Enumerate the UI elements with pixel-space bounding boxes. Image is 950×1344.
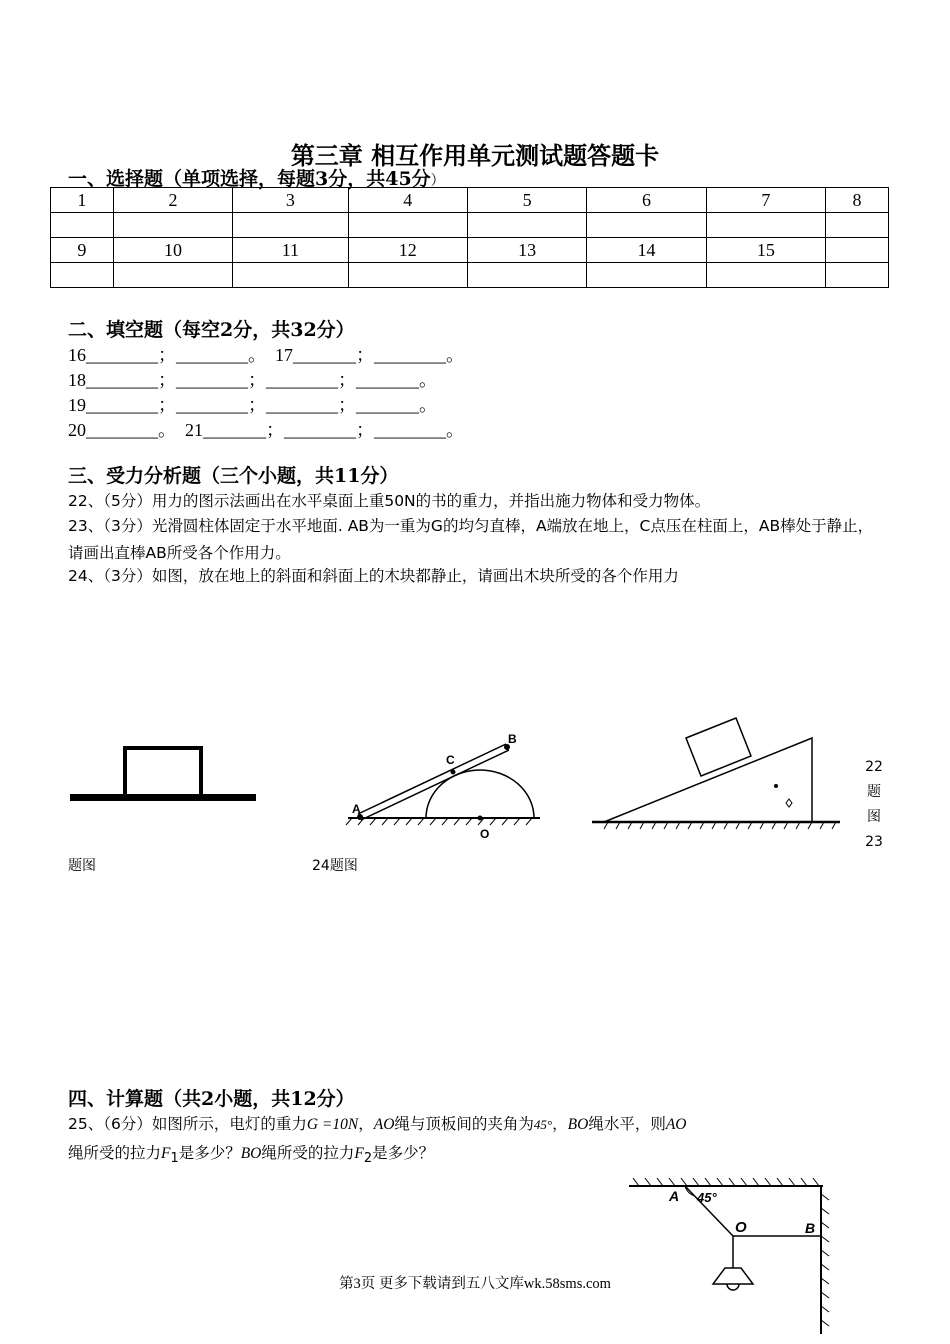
answer-cell[interactable] <box>113 263 232 288</box>
grid-number: 5 <box>467 188 586 213</box>
answer-cell[interactable] <box>233 263 348 288</box>
grid-number: 4 <box>348 188 467 213</box>
label-c: C <box>446 753 455 767</box>
label-a: A <box>669 1188 680 1204</box>
grid-number: 6 <box>587 188 706 213</box>
q25-f2: F <box>354 1145 364 1162</box>
cylinder-center-dot <box>478 816 483 821</box>
label-b: B <box>805 1220 816 1236</box>
page-footer: 第3页 更多下载请到五八文库wk.58sms.com <box>339 1276 611 1292</box>
q25-angle: 45° <box>533 1117 553 1132</box>
q25-text: ， <box>552 1115 568 1133</box>
caption-right-line: 23 <box>865 834 883 850</box>
fill-line-16-17[interactable]: 16________；________。 17_______；________。 <box>68 345 464 365</box>
section4-heading: 四、计算题（共2小题，共12分） <box>68 1088 355 1110</box>
book-on-table-figure <box>68 740 260 810</box>
grid-number: 10 <box>113 238 232 263</box>
q25-text: 绳所受的拉力 <box>68 1144 162 1162</box>
label-a: A <box>352 802 361 816</box>
q25-f2-sub: 2 <box>363 1151 373 1167</box>
rod-edge-bottom <box>361 750 509 820</box>
grid-number: 9 <box>51 238 114 263</box>
q25-text: 是多少？ <box>178 1144 241 1162</box>
answer-cell[interactable] <box>706 263 825 288</box>
grid-number: 1 <box>51 188 114 213</box>
answer-grid-row-blank-2 <box>51 263 889 288</box>
q25-f1: F <box>161 1145 171 1162</box>
answer-cell[interactable] <box>826 213 889 238</box>
section1-heading-text: 一、选择题（单项选择，每题3分，共45分 <box>68 168 431 190</box>
question-25 <box>68 1110 888 1173</box>
answer-cell[interactable] <box>51 263 114 288</box>
answer-cell[interactable] <box>113 213 232 238</box>
q25-bo: BO <box>567 1116 589 1133</box>
caption-right <box>864 755 884 855</box>
section2-heading: 二、填空题（每空2分，共32分） <box>68 319 355 341</box>
lamp-suspension-figure <box>625 1174 835 1334</box>
q25-gravity: G =10N <box>306 1116 359 1133</box>
q25-f1-sub: 1 <box>170 1151 179 1167</box>
question-24: 24、（3分）如图，放在地上的斜面和斜面上的木块都静止，请画出木块所受的各个作用力 <box>68 567 679 585</box>
answer-cell[interactable] <box>826 263 889 288</box>
answer-cell[interactable] <box>587 263 706 288</box>
label-o: O <box>735 1219 747 1236</box>
grid-number <box>826 238 889 263</box>
ground-hatching <box>346 818 532 825</box>
answer-cell[interactable] <box>233 213 348 238</box>
label-b: B <box>508 732 517 746</box>
answer-cell[interactable] <box>706 213 825 238</box>
question-23: 23、（3分）光滑圆柱体固定于水平地面. AB为一重为G的均匀直棒，A端放在地上，C点压在柱面上，AB棒处于静止，请画出直棒AB所受各个作用力。 <box>68 517 874 562</box>
answer-grid-row-numbers-2 <box>51 238 889 263</box>
q25-ao: AO <box>665 1116 687 1133</box>
cylinder-semicircle <box>426 770 534 818</box>
page-title: 第三章 相互作用单元测试题答题卡 <box>290 141 660 170</box>
caption-right-line: 图 <box>867 809 881 825</box>
grid-number: 15 <box>706 238 825 263</box>
q25-bo: BO <box>240 1145 262 1162</box>
label-o: O <box>480 827 490 841</box>
rod-edge-top <box>358 744 506 814</box>
grid-number: 3 <box>233 188 348 213</box>
q25-text: 绳与顶板间的夹角为 <box>394 1115 534 1133</box>
book-block <box>125 748 201 796</box>
q25-ao: AO <box>373 1116 395 1133</box>
q25-text: 绳所受的拉力 <box>261 1144 355 1162</box>
q25-text: ， <box>358 1115 374 1133</box>
q25-text: 是多少？ <box>372 1144 435 1162</box>
grid-number: 13 <box>467 238 586 263</box>
answer-cell[interactable] <box>51 213 114 238</box>
caption-right-line: 22 <box>865 759 883 775</box>
answer-grid-row-blank-1 <box>51 213 889 238</box>
ceiling-hatching <box>633 1178 819 1186</box>
q25-text: 25、（6分）如图所示，电灯的重力 <box>68 1115 307 1133</box>
block-on-incline-figure <box>590 710 845 835</box>
grid-number: 2 <box>113 188 232 213</box>
answer-cell[interactable] <box>587 213 706 238</box>
answer-grid-row-numbers-1 <box>51 188 889 213</box>
grid-number: 8 <box>826 188 889 213</box>
caption-middle: 24题图 <box>312 858 358 874</box>
label-angle: 45° <box>697 1190 717 1205</box>
grid-number: 14 <box>587 238 706 263</box>
answer-cell[interactable] <box>467 263 586 288</box>
grid-number: 11 <box>233 238 348 263</box>
rod-on-cylinder-figure <box>340 728 546 843</box>
fill-line-19[interactable]: 19________；________；________；_______。 <box>68 395 437 415</box>
answer-cell[interactable] <box>348 263 467 288</box>
answer-cell[interactable] <box>348 213 467 238</box>
answer-cell[interactable] <box>467 213 586 238</box>
grid-number: 12 <box>348 238 467 263</box>
q25-text: 绳水平，则 <box>588 1115 666 1133</box>
incline-dot <box>774 784 778 788</box>
fill-line-20-21[interactable]: 20________。 21_______；________；________。 <box>68 420 464 440</box>
incline-mark <box>786 799 792 807</box>
caption-right-line: 题 <box>867 784 881 800</box>
grid-number: 7 <box>706 188 825 213</box>
fill-line-18[interactable]: 18________；________；________；_______。 <box>68 370 437 390</box>
question-22: 22、（5分）用力的图示法画出在水平桌面上重50N的书的重力，并指出施力物体和受力物体。 <box>68 492 711 510</box>
answer-grid <box>50 187 889 288</box>
point-c-dot <box>451 770 456 775</box>
wall-hatching <box>821 1194 829 1326</box>
caption-left: 题图 <box>68 858 96 874</box>
section3-heading: 三、受力分析题（三个小题，共11分） <box>68 465 399 487</box>
section1-heading-tail: ） <box>430 173 445 189</box>
